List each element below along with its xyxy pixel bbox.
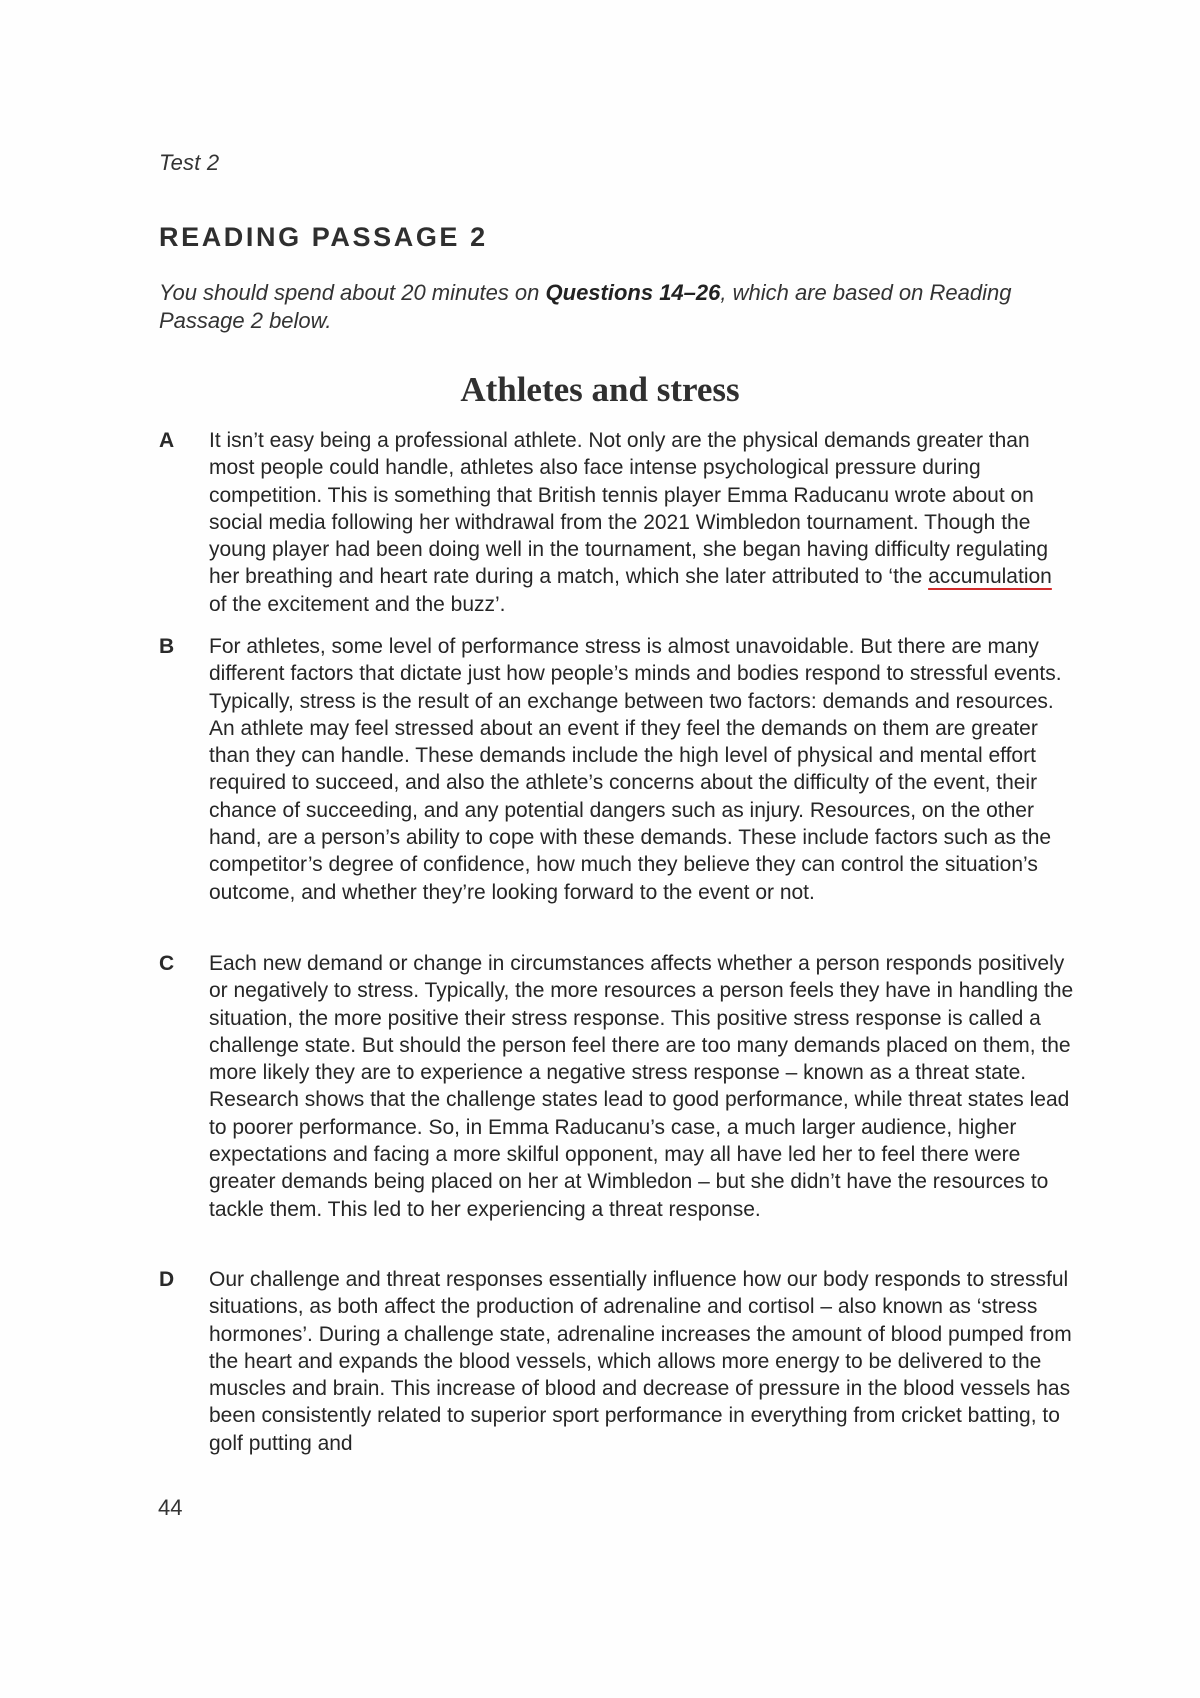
paragraph-c bbox=[159, 950, 1074, 1223]
paragraph-letter: B bbox=[159, 635, 175, 658]
passage-title: Athletes and stress bbox=[460, 370, 740, 409]
instructions bbox=[159, 279, 1069, 335]
instructions-after: , which are based on Reading Passage 2 below. bbox=[159, 280, 1012, 333]
page-number: 44 bbox=[158, 1495, 183, 1520]
paragraph-letter: D bbox=[159, 1268, 175, 1291]
paragraph-a bbox=[159, 427, 1074, 618]
paragraph-text bbox=[209, 427, 1074, 618]
instructions-before: You should spend about 20 minutes on bbox=[159, 280, 546, 305]
instructions-questions: Questions 14–26 bbox=[545, 280, 721, 305]
paragraph-text-after: of the excitement and the buzz’. bbox=[209, 592, 506, 616]
paragraph-b bbox=[159, 633, 1074, 906]
running-head: Test 2 bbox=[159, 150, 220, 175]
underlined-word: accumulation bbox=[928, 565, 1052, 589]
paragraph-d bbox=[159, 1266, 1074, 1457]
paragraph-letter: A bbox=[159, 429, 175, 452]
paragraph-text: For athletes, some level of performance stress is almost unavoidable. But there are many different factors that dictate just how people’s minds and bodies respond to stressful events. Typically, stress is the result of an exchange between two factors: demands and resources. An athlete may feel stressed about an event if they feel the demands on them are greater than they can handle. These demands include the high level of physical and mental effort required to succeed, and also the athlete’s concerns about the difficulty of the event, their chance of succeeding, and any potential dangers such as injury. Resources, on the other hand, are a person’s ability to cope with these demands. These include factors such as the competitor’s degree of confidence, how much they believe they can control the situation’s outcome, and whether they’re looking forward to the event or not. bbox=[209, 635, 1062, 904]
section-heading: READING PASSAGE 2 bbox=[159, 222, 488, 252]
paragraph-text-before: It isn’t easy being a professional athlete. Not only are the physical demands greater than most people could handle, athletes also face intense psychological pressure during competition. This is something that British tennis player Emma Raducanu wrote about on social media following her withdrawal from the 2021 Wimbledon tournament. Though the young player had been doing well in the tournament, she began having difficulty regulating her breathing and heart rate during a match, which she later attributed to ‘the bbox=[209, 429, 1049, 589]
paragraph-letter: C bbox=[159, 952, 175, 975]
paragraph-text: Our challenge and threat responses essentially influence how our body responds to stressful situations, as both affect the production of adrenaline and cortisol – also known as ‘stress hormones’. During a challenge state, adrenaline increases the amount of blood pumped from the heart and expands the blood vessels, which allows more energy to be delivered to the muscles and brain. This increase of blood and decrease of pressure in the blood vessels has been consistently related to superior sport performance in everything from cricket batting, to golf putting and bbox=[209, 1268, 1072, 1455]
paragraph-text: Each new demand or change in circumstances affects whether a person responds positively or negatively to stress. Typically, the more resources a person feels they have in handling the situation, the more positive their stress response. This positive stress response is called a challenge state. But should the person feel there are too many demands placed on them, the more likely they are to experience a negative stress response – known as a threat state. Research shows that the challenge states lead to good performance, while threat states lead to poorer performance. So, in Emma Raducanu’s case, a much larger audience, higher expectations and facing a more skilful opponent, may all have led her to feel there were greater demands being placed on her at Wimbledon – but she didn’t have the resources to tackle them. This led to her experiencing a threat response. bbox=[209, 952, 1074, 1221]
